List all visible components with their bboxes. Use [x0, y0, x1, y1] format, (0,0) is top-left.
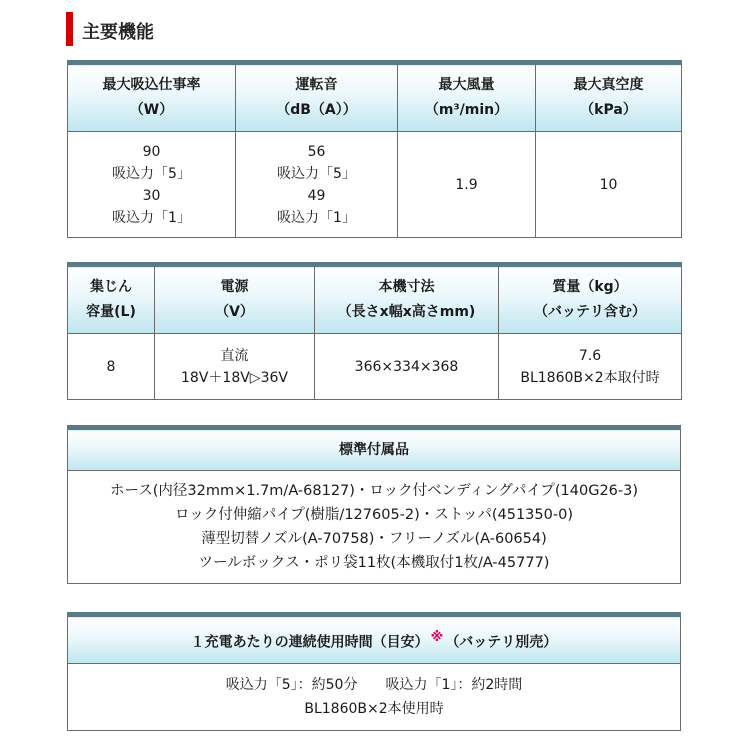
- cell-vacuum: 10: [536, 132, 682, 238]
- note-mark: ※: [430, 629, 444, 645]
- header-weight: 質量（kg） （バッテリ含む）: [499, 265, 682, 334]
- header-airflow: 最大風量 （m³/min）: [398, 63, 536, 132]
- runtime-table: [67, 612, 681, 731]
- header-vacuum: 最大真空度 （kPa）: [536, 63, 682, 132]
- header-dimensions: 本機寸法 （長さx幅x高さmm): [315, 265, 499, 334]
- runtime-suction-1: 吸込力「1」：約2時間: [385, 677, 523, 693]
- header-noise: 運転音 （dB（A））: [236, 63, 398, 132]
- accessory-line: ツールボックス・ポリ袋11枚(本機取付1枚/A-45777): [198, 555, 550, 571]
- accessory-line: 薄型切替ノズル(A-70758)・フリーノズル(A-60654): [201, 531, 547, 547]
- runtime-title: １充電あたりの連続使用時間（目安）: [190, 634, 429, 651]
- title-accent-bar: [66, 12, 73, 46]
- cell-runtime: [68, 664, 681, 731]
- accessory-line: ホース(内径32mm×1.7m/A-68127)・ロック付ベンディングパイプ(140G26-3): [109, 483, 639, 499]
- cell-airflow: 1.9: [398, 132, 536, 238]
- cell-noise: 56 吸込力「5」 49 吸込力「1」: [236, 132, 398, 238]
- cell-dimensions: 366×334×368: [315, 334, 499, 400]
- page-title: 主要機能: [82, 22, 154, 43]
- battery-note: BL1860B×2本使用時: [304, 701, 444, 717]
- cell-capacity: 8: [68, 334, 155, 400]
- header-suction-power: 最大吸込仕事率 （W）: [68, 63, 236, 132]
- header-capacity: 集じん 容量(L): [68, 265, 155, 334]
- header-runtime: [68, 615, 681, 664]
- cell-suction-power: 90 吸込力「5」 30 吸込力「1」: [68, 132, 236, 238]
- cell-accessories: [68, 471, 681, 584]
- header-accessories: 標準付属品: [68, 428, 681, 471]
- performance-table: [67, 60, 682, 238]
- header-power: 電源 （V）: [155, 265, 315, 334]
- runtime-title-suffix: （バッテリ別売）: [445, 634, 558, 651]
- accessory-line: ロック付伸縮パイプ(樹脂/127605-2)・ストッパ(451350-0): [175, 507, 573, 523]
- accessories-table: [67, 425, 681, 584]
- runtime-suction-5: 吸込力「5」：約50分: [225, 677, 358, 693]
- dimensions-table: [67, 262, 682, 400]
- cell-weight: 7.6 BL1860B×2本取付時: [499, 334, 682, 400]
- cell-power: 直流 18V＋18V▷36V: [155, 334, 315, 400]
